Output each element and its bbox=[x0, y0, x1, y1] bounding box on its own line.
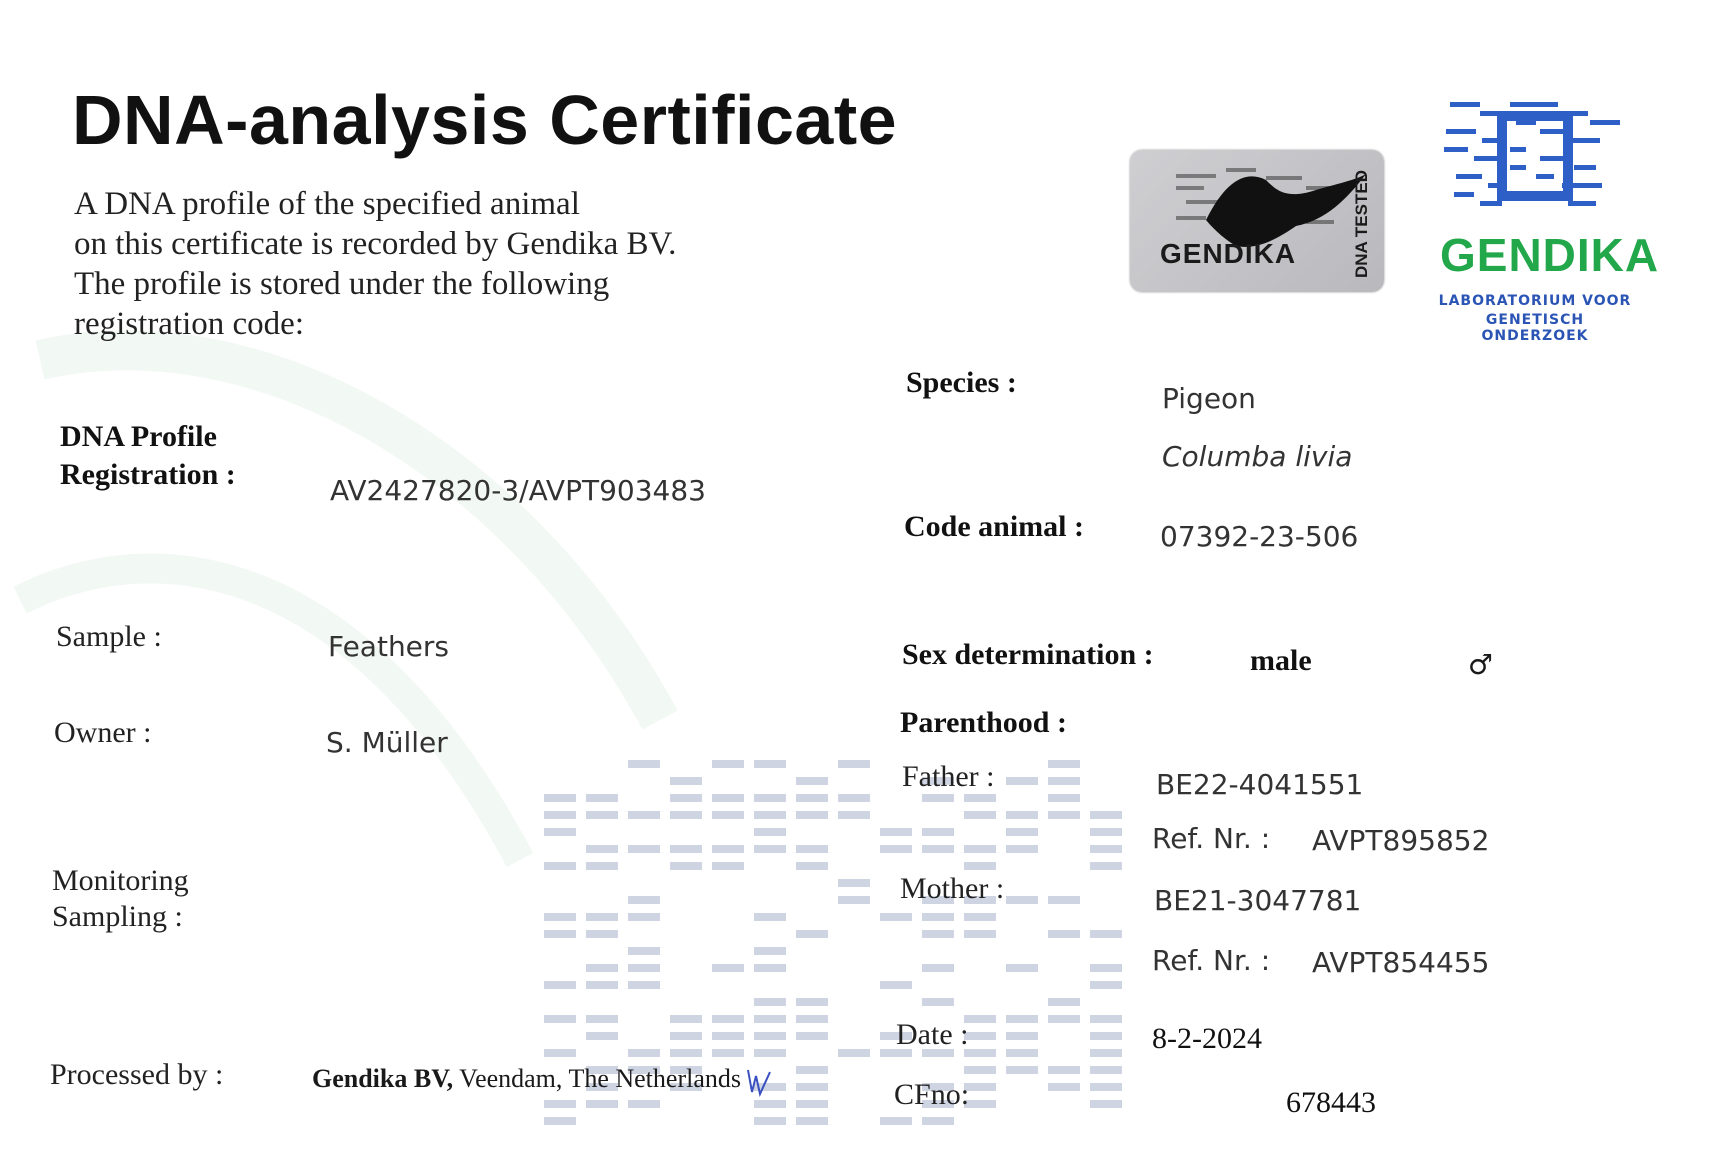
species-common-value: Pigeon bbox=[1162, 382, 1256, 415]
intro-line-4: registration code: bbox=[74, 306, 305, 342]
badge-brand-name: GENDIKA bbox=[1160, 238, 1297, 269]
watermark-band bbox=[712, 1049, 744, 1057]
watermark-band bbox=[1006, 1032, 1038, 1040]
processed-value bbox=[312, 1064, 741, 1094]
watermark-band bbox=[796, 1015, 828, 1023]
watermark-band bbox=[796, 998, 828, 1006]
owner-label: Owner : bbox=[54, 716, 152, 749]
watermark-band bbox=[628, 1049, 660, 1057]
watermark-band bbox=[754, 1015, 786, 1023]
watermark-band bbox=[712, 1032, 744, 1040]
watermark-band bbox=[670, 811, 702, 819]
sex-value: male bbox=[1250, 644, 1312, 677]
brand-name: GENDIKA bbox=[1440, 229, 1660, 281]
watermark-band bbox=[964, 1066, 996, 1074]
watermark-band bbox=[964, 1049, 996, 1057]
watermark-band bbox=[838, 794, 870, 802]
watermark-band bbox=[922, 828, 954, 836]
father-ref-label: Ref. Nr. : bbox=[1152, 822, 1271, 855]
code-animal-value: 07392-23-506 bbox=[1160, 520, 1359, 553]
watermark-band bbox=[964, 794, 996, 802]
watermark-band bbox=[670, 794, 702, 802]
watermark-band bbox=[1090, 845, 1122, 853]
watermark-band bbox=[544, 1049, 576, 1057]
watermark-band bbox=[544, 1117, 576, 1125]
watermark-band bbox=[628, 964, 660, 972]
watermark-band bbox=[1006, 845, 1038, 853]
watermark-band bbox=[796, 1083, 828, 1091]
cfno-label: CFno: bbox=[894, 1078, 970, 1111]
watermark-band bbox=[544, 811, 576, 819]
watermark-band bbox=[754, 1032, 786, 1040]
initials-signature bbox=[744, 1066, 774, 1100]
sample-label: Sample : bbox=[56, 620, 162, 653]
watermark-band bbox=[1048, 811, 1080, 819]
watermark-band bbox=[1048, 777, 1080, 785]
sex-label: Sex determination : bbox=[902, 638, 1154, 671]
mother-value: BE21-3047781 bbox=[1154, 884, 1362, 917]
watermark-band bbox=[1048, 794, 1080, 802]
watermark-band bbox=[628, 981, 660, 989]
watermark-band bbox=[964, 862, 996, 870]
registration-label-2: Registration : bbox=[60, 458, 236, 491]
watermark-band bbox=[838, 1049, 870, 1057]
logo-band bbox=[1540, 129, 1566, 134]
watermark-band bbox=[544, 1015, 576, 1023]
monitoring-label-2: Sampling : bbox=[52, 900, 183, 933]
watermark-band bbox=[1048, 930, 1080, 938]
dna-tested-badge bbox=[1130, 150, 1384, 292]
mother-ref-value: AVPT854455 bbox=[1312, 946, 1490, 979]
watermark-band bbox=[586, 981, 618, 989]
logo-band bbox=[1590, 120, 1620, 125]
code-animal-label: Code animal : bbox=[904, 510, 1084, 543]
sample-value: Feathers bbox=[328, 630, 450, 663]
watermark-band bbox=[1006, 828, 1038, 836]
watermark-band bbox=[586, 845, 618, 853]
watermark-band bbox=[1090, 811, 1122, 819]
page-title: DNA-analysis Certificate bbox=[72, 81, 898, 159]
watermark-band bbox=[964, 845, 996, 853]
watermark-band bbox=[670, 1032, 702, 1040]
logo-band bbox=[1444, 147, 1468, 152]
watermark-band bbox=[754, 1100, 786, 1108]
watermark-band bbox=[1090, 981, 1122, 989]
watermark-band bbox=[1006, 1015, 1038, 1023]
watermark-band bbox=[1048, 1066, 1080, 1074]
registration-label-1: DNA Profile bbox=[60, 420, 217, 453]
logo-band bbox=[1570, 138, 1600, 143]
watermark-band bbox=[880, 981, 912, 989]
watermark-band bbox=[838, 879, 870, 887]
watermark-band bbox=[754, 998, 786, 1006]
watermark-band bbox=[1048, 998, 1080, 1006]
watermark-band bbox=[1006, 896, 1038, 904]
watermark-band bbox=[754, 947, 786, 955]
watermark-band bbox=[1090, 964, 1122, 972]
brand-tagline-2: GENETISCH ONDERZOEK bbox=[1481, 312, 1589, 344]
watermark-band bbox=[586, 930, 618, 938]
watermark-band bbox=[1006, 1066, 1038, 1074]
mother-label: Mother : bbox=[900, 872, 1005, 905]
watermark-band bbox=[712, 862, 744, 870]
watermark-band bbox=[586, 1015, 618, 1023]
watermark-band bbox=[1090, 828, 1122, 836]
watermark-band bbox=[922, 930, 954, 938]
watermark-band bbox=[1090, 1015, 1122, 1023]
watermark-band bbox=[586, 811, 618, 819]
watermark-band bbox=[754, 794, 786, 802]
watermark-band bbox=[1090, 1049, 1122, 1057]
watermark-band bbox=[754, 964, 786, 972]
intro-line-2: on this certificate is recorded by Gendika BV. bbox=[74, 226, 677, 262]
watermark-band bbox=[964, 1032, 996, 1040]
watermark-band bbox=[544, 794, 576, 802]
watermark-band bbox=[1048, 1083, 1080, 1091]
intro-line-3: The profile is stored under the following bbox=[74, 266, 610, 302]
logo-band bbox=[1450, 102, 1480, 107]
gendika-logo-icon bbox=[1440, 102, 1630, 212]
watermark-band bbox=[544, 981, 576, 989]
watermark-band bbox=[628, 913, 660, 921]
logo-band bbox=[1510, 102, 1558, 107]
watermark-band bbox=[922, 964, 954, 972]
watermark-band bbox=[754, 828, 786, 836]
watermark-band bbox=[880, 913, 912, 921]
watermark-band bbox=[754, 1049, 786, 1057]
watermark-band bbox=[1090, 1032, 1122, 1040]
watermark-band bbox=[670, 845, 702, 853]
watermark-band bbox=[796, 794, 828, 802]
watermark-band bbox=[1006, 964, 1038, 972]
watermark-band bbox=[712, 760, 744, 768]
logo-band bbox=[1480, 201, 1502, 206]
father-value: BE22-4041551 bbox=[1156, 768, 1364, 801]
watermark-band bbox=[796, 1100, 828, 1108]
watermark-band bbox=[754, 913, 786, 921]
watermark-band bbox=[670, 862, 702, 870]
watermark-band bbox=[670, 777, 702, 785]
watermark-band bbox=[586, 913, 618, 921]
logo-band bbox=[1456, 174, 1482, 179]
logo-band bbox=[1510, 147, 1526, 152]
watermark-band bbox=[1090, 930, 1122, 938]
logo-band bbox=[1536, 174, 1554, 179]
watermark-band bbox=[922, 913, 954, 921]
watermark-band bbox=[754, 1117, 786, 1125]
badge-dna-tested-text: DNA TESTED bbox=[1352, 170, 1371, 278]
watermark-band bbox=[1006, 811, 1038, 819]
watermark-band bbox=[1090, 1066, 1122, 1074]
watermark-band bbox=[1048, 1015, 1080, 1023]
brand-tagline-1: LABORATORIUM VOOR bbox=[1438, 293, 1632, 309]
father-ref-value: AVPT895852 bbox=[1312, 824, 1490, 857]
watermark-band bbox=[586, 862, 618, 870]
watermark-band bbox=[628, 811, 660, 819]
watermark-band bbox=[964, 1015, 996, 1023]
intro-line-1: A DNA profile of the specified animal bbox=[74, 186, 580, 222]
watermark-band bbox=[796, 845, 828, 853]
date-label: Date : bbox=[896, 1018, 969, 1051]
watermark-band bbox=[712, 964, 744, 972]
species-label: Species : bbox=[906, 366, 1017, 399]
watermark-band bbox=[712, 1015, 744, 1023]
parenthood-label: Parenthood : bbox=[900, 706, 1067, 739]
watermark-band bbox=[712, 845, 744, 853]
watermark-band bbox=[754, 811, 786, 819]
watermark-band bbox=[544, 828, 576, 836]
watermark-band bbox=[880, 845, 912, 853]
watermark-band bbox=[544, 1100, 576, 1108]
date-value: 8-2-2024 bbox=[1152, 1022, 1262, 1055]
watermark-band bbox=[670, 1049, 702, 1057]
watermark-band bbox=[1006, 777, 1038, 785]
watermark-band bbox=[838, 896, 870, 904]
watermark-band bbox=[544, 913, 576, 921]
watermark-band bbox=[922, 845, 954, 853]
watermark-band bbox=[796, 811, 828, 819]
logo-band bbox=[1454, 192, 1474, 197]
mother-ref-label: Ref. Nr. : bbox=[1152, 944, 1271, 977]
watermark-band bbox=[1090, 1083, 1122, 1091]
watermark-band bbox=[754, 845, 786, 853]
processed-label: Processed by : bbox=[50, 1058, 224, 1091]
watermark-band bbox=[796, 862, 828, 870]
watermark-band bbox=[628, 760, 660, 768]
cfno-value: 678443 bbox=[1286, 1086, 1376, 1119]
watermark-band bbox=[586, 1100, 618, 1108]
watermark-band bbox=[628, 896, 660, 904]
watermark-band bbox=[922, 794, 954, 802]
watermark-band bbox=[880, 1117, 912, 1125]
logo-band bbox=[1510, 165, 1526, 170]
processed-company: Gendika BV, bbox=[312, 1064, 454, 1093]
watermark-band bbox=[586, 964, 618, 972]
father-label: Father : bbox=[902, 760, 995, 793]
watermark-band bbox=[796, 1032, 828, 1040]
registration-value: AV2427820-3/AVPT903483 bbox=[330, 474, 706, 507]
watermark-band bbox=[628, 1100, 660, 1108]
watermark-band bbox=[964, 930, 996, 938]
watermark-band bbox=[544, 930, 576, 938]
owner-value: S. Müller bbox=[326, 726, 448, 759]
monitoring-label-1: Monitoring bbox=[52, 864, 189, 897]
watermark-band bbox=[880, 828, 912, 836]
logo-band bbox=[1568, 201, 1596, 206]
watermark-band bbox=[796, 777, 828, 785]
watermark-band bbox=[1090, 862, 1122, 870]
watermark-band bbox=[544, 862, 576, 870]
watermark-band bbox=[1048, 760, 1080, 768]
watermark-band bbox=[1090, 1100, 1122, 1108]
watermark-band bbox=[964, 913, 996, 921]
watermark-band bbox=[586, 794, 618, 802]
watermark-band bbox=[796, 1066, 828, 1074]
watermark-band bbox=[964, 811, 996, 819]
watermark-band bbox=[922, 1117, 954, 1125]
watermark-band bbox=[796, 930, 828, 938]
watermark-band bbox=[712, 811, 744, 819]
logo-band bbox=[1574, 165, 1596, 170]
watermark-band bbox=[1006, 1049, 1038, 1057]
watermark-band bbox=[712, 794, 744, 802]
processed-location: Veendam, The Netherlands bbox=[453, 1064, 741, 1093]
species-latin-value: Columba livia bbox=[1162, 440, 1353, 473]
watermark-band bbox=[628, 947, 660, 955]
watermark-band bbox=[922, 998, 954, 1006]
male-symbol-icon: ♂ bbox=[1468, 648, 1494, 681]
watermark-band bbox=[838, 760, 870, 768]
watermark-band bbox=[586, 1032, 618, 1040]
watermark-band bbox=[628, 845, 660, 853]
watermark-band bbox=[754, 760, 786, 768]
logo-band bbox=[1446, 129, 1476, 134]
watermark-band bbox=[1048, 896, 1080, 904]
watermark-band bbox=[838, 811, 870, 819]
watermark-band bbox=[796, 1117, 828, 1125]
watermark-band bbox=[670, 1015, 702, 1023]
